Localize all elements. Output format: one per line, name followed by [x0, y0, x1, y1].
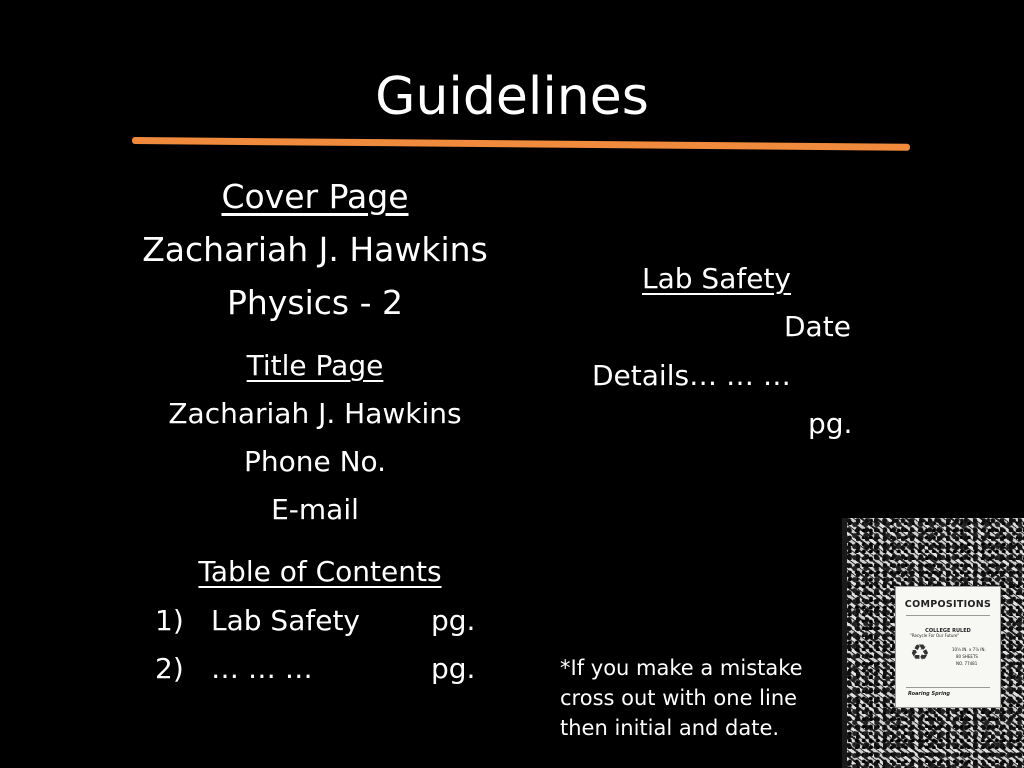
cover-page-section [110, 170, 520, 329]
toc-row-page: pg. [431, 652, 476, 685]
toc-row-label: Lab Safety [211, 604, 360, 637]
toc-row-number: 2) [155, 652, 184, 685]
lab-safety-page: pg. [808, 407, 853, 440]
notebook-title: COMPOSITIONS [904, 599, 992, 610]
toc-row-number: 1) [155, 604, 184, 637]
recycle-icon: ♻ [910, 641, 930, 666]
lab-safety-heading: Lab Safety [642, 262, 791, 295]
notebook-label [895, 586, 1001, 708]
toc-heading-text: Table of Contents [198, 555, 442, 588]
lab-safety-details: Details… … … [592, 359, 791, 392]
notebook-brand: Roaring Spring [908, 691, 950, 697]
notebook-ruling: COLLEGE RULED [925, 628, 971, 634]
toc-row-page: pg. [431, 604, 476, 637]
cover-page-heading: Cover Page [221, 177, 409, 216]
cover-page-class: Physics - 2 [227, 283, 403, 322]
notebook-tagline: "Recycle For Our Future" [910, 633, 960, 638]
notebook-label-rule [906, 687, 990, 688]
lab-safety-date: Date [784, 310, 851, 343]
notebook-label-rule [906, 615, 990, 616]
title-divider [132, 137, 910, 151]
slide-title: Guidelines [375, 67, 649, 127]
table-of-contents-heading [150, 548, 490, 596]
toc-row-label: … … … [211, 652, 313, 685]
notebook-spec-number: NO. 77481 [956, 661, 978, 666]
notebook-spec-size: 10½ IN. x 7⅞ IN. [952, 647, 986, 652]
cover-page-name: Zachariah J. Hawkins [142, 230, 488, 269]
composition-notebook-image [842, 518, 1024, 768]
notebook-spec-sheets: 80 SHEETS [956, 654, 978, 659]
mistake-note: *If you make a mistake cross out with one line then initial and date. [560, 656, 803, 740]
title-page-section [130, 342, 500, 534]
title-page-phone: Phone No. [243, 445, 387, 478]
title-page-name: Zachariah J. Hawkins [168, 397, 462, 430]
title-page-email: E-mail [271, 493, 359, 526]
title-page-heading: Title Page [246, 349, 384, 382]
